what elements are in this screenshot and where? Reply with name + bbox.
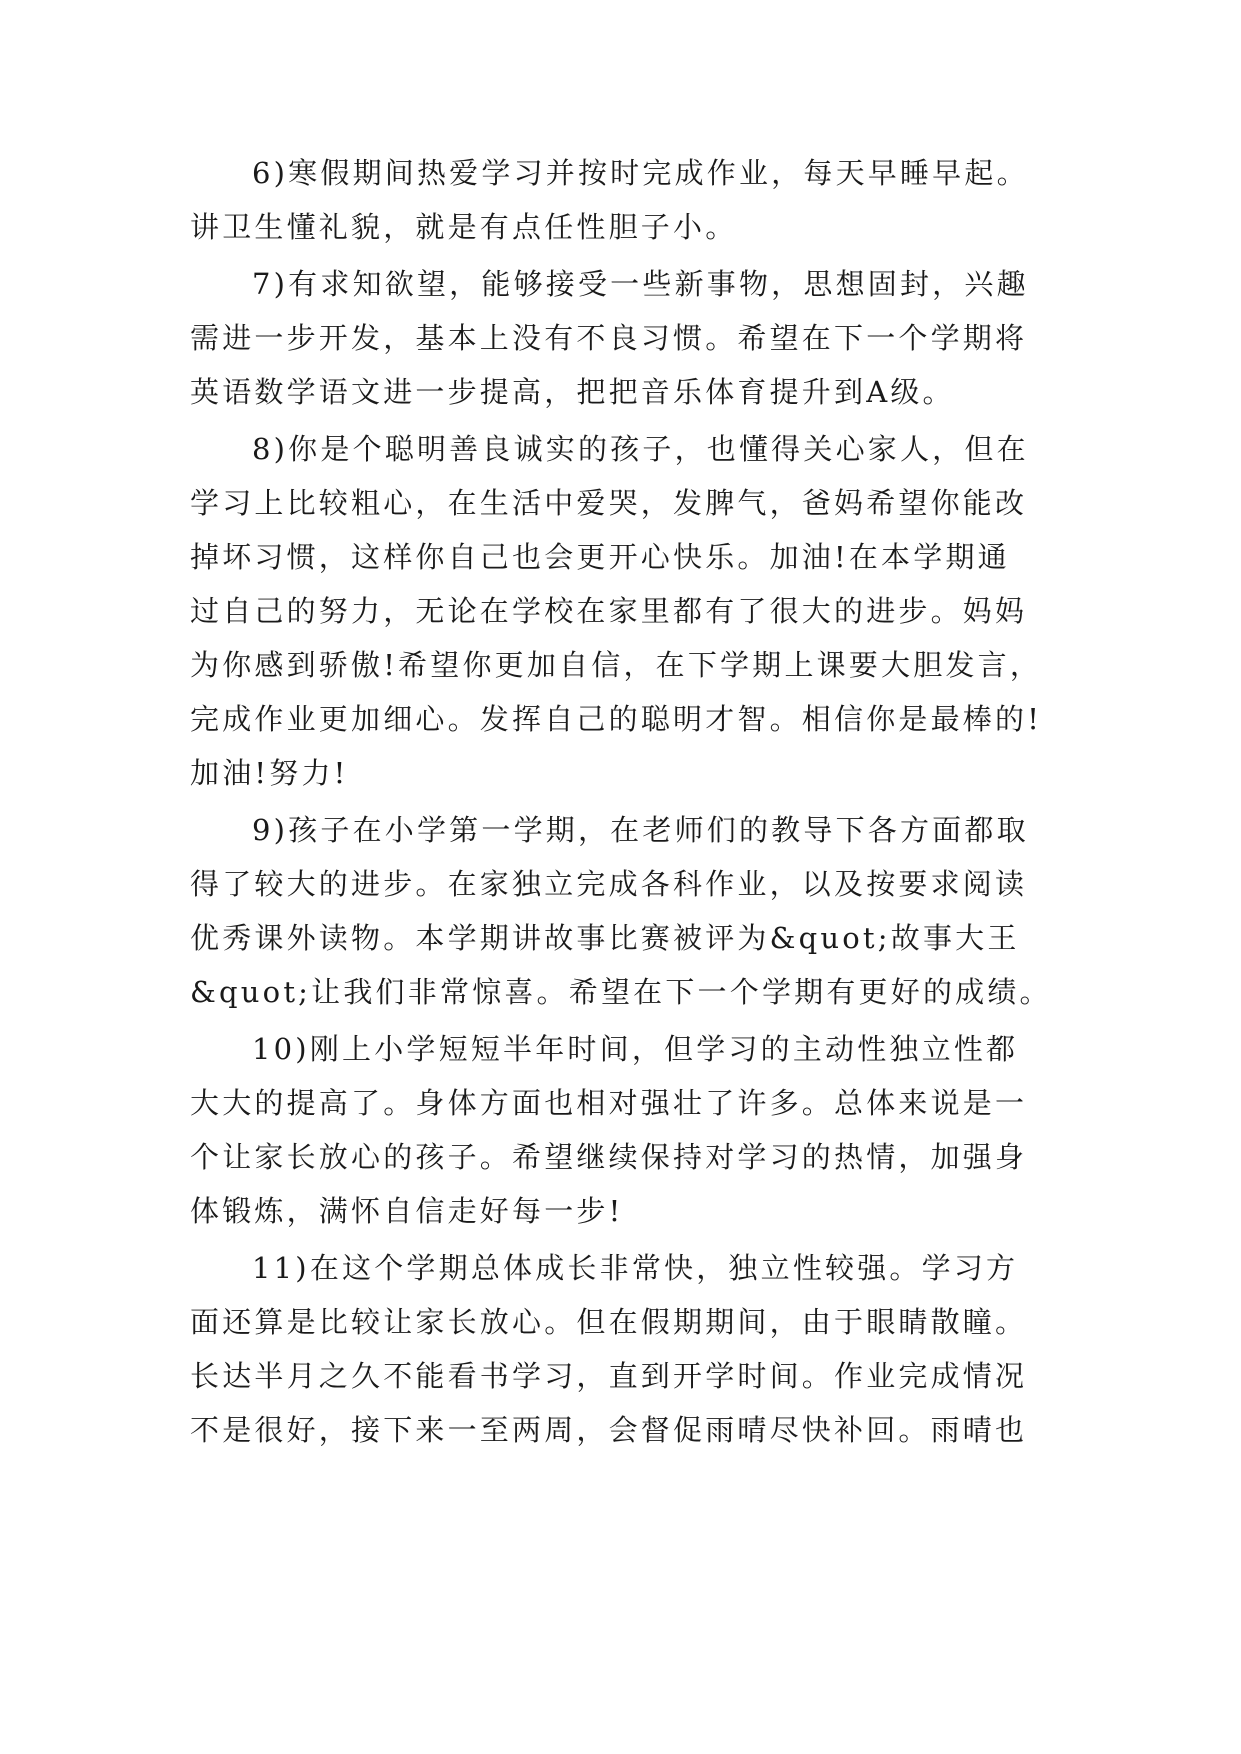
paragraph-7-line-1: 7)有求知欲望，能够接受一些新事物，思想固封，兴趣 bbox=[252, 267, 1029, 301]
paragraph-9-line-4: &quot;让我们非常惊喜。希望在下一个学期有更好的成绩。 bbox=[190, 975, 1052, 1009]
paragraph-6-line-2: 讲卫生懂礼貌，就是有点任性胆子小。 bbox=[190, 210, 738, 244]
paragraph-11-line-3: 长达半月之久不能看书学习，直到开学时间。作业完成情况 bbox=[190, 1359, 1028, 1393]
paragraph-8-line-7: 加油!努力! bbox=[190, 756, 349, 790]
paragraph-11-line-2: 面还算是比较让家长放心。但在假期期间，由于眼睛散瞳。 bbox=[190, 1305, 1028, 1339]
paragraph-8-line-6: 完成作业更加细心。发挥自己的聪明才智。相信你是最棒的! bbox=[190, 702, 1043, 736]
paragraph-8-line-3: 掉坏习惯，这样你自己也会更开心快乐。加油!在本学期通 bbox=[190, 540, 1010, 574]
paragraph-9-line-3: 优秀课外读物。本学期讲故事比赛被评为&quot;故事大王 bbox=[190, 921, 1020, 955]
paragraph-10-line-1: 10)刚上小学短短半年时间，但学习的主动性独立性都 bbox=[252, 1032, 1019, 1066]
paragraph-8-line-5: 为你感到骄傲!希望你更加自信，在下学期上课要大胆发言， bbox=[190, 648, 1043, 682]
paragraph-7-line-2: 需进一步开发，基本上没有不良习惯。希望在下一个学期将 bbox=[190, 321, 1028, 355]
paragraph-9-line-1: 9)孩子在小学第一学期，在老师们的教导下各方面都取 bbox=[252, 813, 1029, 847]
paragraph-8-line-4: 过自己的努力，无论在学校在家里都有了很大的进步。妈妈 bbox=[190, 594, 1028, 628]
paragraph-8-line-1: 8)你是个聪明善良诚实的孩子，也懂得关心家人，但在 bbox=[252, 432, 1029, 466]
paragraph-10-line-3: 个让家长放心的孩子。希望继续保持对学习的热情，加强身 bbox=[190, 1140, 1028, 1174]
paragraph-11-line-4: 不是很好，接下来一至两周，会督促雨晴尽快补回。雨晴也 bbox=[190, 1413, 1028, 1447]
paragraph-9-line-2: 得了较大的进步。在家独立完成各科作业，以及按要求阅读 bbox=[190, 867, 1028, 901]
paragraph-11-line-1: 11)在这个学期总体成长非常快，独立性较强。学习方 bbox=[252, 1251, 1019, 1285]
paragraph-10-line-2: 大大的提高了。身体方面也相对强壮了许多。总体来说是一 bbox=[190, 1086, 1028, 1120]
paragraph-6-line-1: 6)寒假期间热爱学习并按时完成作业，每天早睡早起。 bbox=[252, 156, 1029, 190]
paragraph-8-line-2: 学习上比较粗心，在生活中爱哭，发脾气，爸妈希望你能改 bbox=[190, 486, 1028, 520]
paragraph-10-line-4: 体锻炼，满怀自信走好每一步! bbox=[190, 1194, 624, 1228]
paragraph-7-line-3: 英语数学语文进一步提高，把把音乐体育提升到A级。 bbox=[190, 375, 955, 409]
